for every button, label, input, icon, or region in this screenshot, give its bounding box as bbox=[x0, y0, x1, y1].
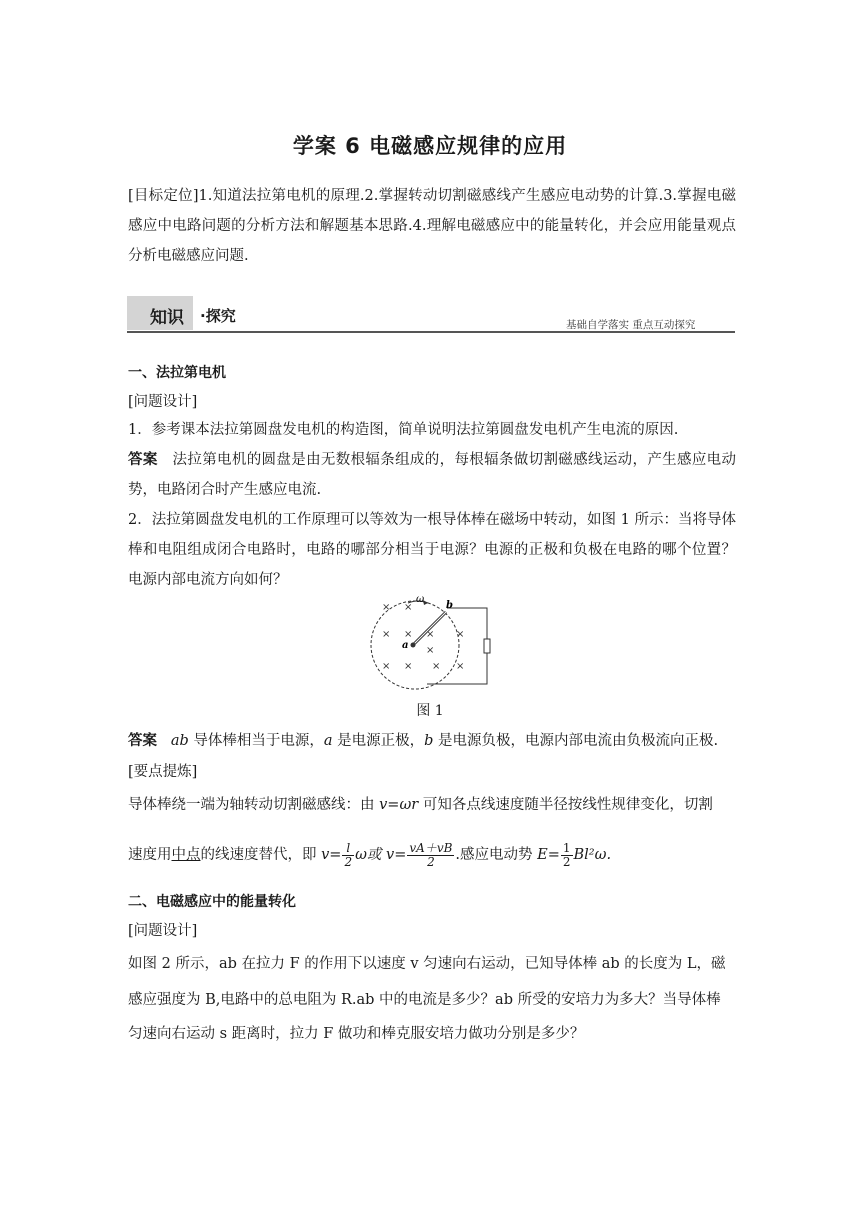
objective-text: [目标定位]1.知道法拉第电机的原理.2.掌握转动切割磁感线产生感应电动势的计算.3.掌握电磁感应中电路问题的分析方法和解题基本思路.4.理解电磁感应中的能量转化，并会应用能量观点分析电磁感应问题. bbox=[128, 188, 736, 264]
resistor bbox=[484, 639, 490, 653]
figure-1-caption: 图 1 bbox=[416, 703, 444, 719]
field-mark: × bbox=[426, 629, 435, 640]
section-divider bbox=[127, 331, 735, 333]
field-mark: × bbox=[382, 629, 391, 640]
answer-2: 答案 ab 导体棒相当于电源，a 是电源正极，b 是电源负极，电源内部电流由负极流向正极. bbox=[128, 733, 719, 749]
section-band-label: 知识 bbox=[150, 308, 184, 328]
section1-heading: 一、法拉第电机 bbox=[128, 365, 226, 381]
question-1: 1．参考课本法拉第圆盘发电机的构造图，简单说明法拉第圆盘发电机产生电流的原因. bbox=[128, 422, 679, 438]
section2-question-line-1: 如图 2 所示，ab 在拉力 F 的作用下以速度 v 匀速向右运动，已知导体棒 ab 的长度为 L，磁 bbox=[128, 956, 726, 972]
point-a-label: a bbox=[402, 640, 409, 651]
field-mark: × bbox=[404, 661, 413, 672]
answer-1 bbox=[128, 445, 736, 505]
axis-point bbox=[411, 643, 416, 648]
section2-question-line-2: 感应强度为 B,电路中的总电阻为 R.ab 中的电流是多少？ab 所受的安培力为多大？当导体棒 bbox=[128, 992, 721, 1008]
field-mark: × bbox=[456, 661, 465, 672]
answer-1-text: 法拉第电机的圆盘是由无数根辐条组成的，每根辐条做切割磁感线运动，产生感应电动势，电路闭合时产生感应电流. bbox=[128, 452, 737, 498]
point-b-label: b bbox=[446, 600, 453, 611]
field-mark: × bbox=[404, 602, 413, 613]
circuit-wire bbox=[427, 608, 487, 684]
field-mark: × bbox=[382, 661, 391, 672]
key-points-line-1: 导体棒绕一端为轴转动切割磁感线：由 v=ωr 可知各点线速度随半径按线性规律变化，切割 bbox=[128, 797, 713, 813]
answer-label: 答案 bbox=[128, 733, 157, 749]
section2-question-line-3: 匀速向右运动 s 距离时，拉力 F 做功和棒克服安培力做功分别是多少？ bbox=[128, 1026, 585, 1042]
field-mark: × bbox=[404, 629, 413, 640]
section2-design-label: [问题设计] bbox=[128, 923, 198, 939]
section2-heading: 二、电磁感应中的能量转化 bbox=[128, 894, 296, 910]
field-mark: × bbox=[432, 661, 441, 672]
key-points-label: [要点提炼] bbox=[128, 764, 198, 780]
omega-label: ω bbox=[416, 595, 425, 605]
section-band-label2: ·探究 bbox=[200, 307, 236, 325]
field-mark: × bbox=[426, 645, 435, 656]
fraction: $\frac{l}{2}$ bbox=[344, 840, 353, 869]
section1-design-label: [问题设计] bbox=[128, 394, 198, 410]
question-2: 2．法拉第圆盘发电机的工作原理可以等效为一根导体棒在磁场中转动，如图 1 所示：当将导体棒和电阻组成闭合电路时，电路的哪部分相当于电源？电源的正极和负极在电路的哪个位置？电源内部电流方向如何？ bbox=[128, 512, 736, 588]
figure-1 bbox=[360, 595, 500, 695]
field-mark: × bbox=[382, 602, 391, 613]
section-band-right: 基础自学落实 重点互动探究 bbox=[566, 319, 696, 331]
answer-label: 答案 bbox=[128, 452, 158, 468]
page-title: 学案 6 电磁感应规律的应用 bbox=[292, 134, 568, 158]
field-mark: × bbox=[456, 629, 465, 640]
fraction: $\frac{1}{2}$ bbox=[562, 840, 571, 869]
key-points-line-2: 速度用中点的线速度替代，即 v= $\frac{l}{2}$ ω或 v= $\frac{vA+vB}{2}$ .感应电动势 E= $\frac{1}{2}$ Bl²ω. bbox=[128, 840, 612, 869]
fraction: $\frac{vA+vB}{2}$ bbox=[409, 840, 453, 869]
